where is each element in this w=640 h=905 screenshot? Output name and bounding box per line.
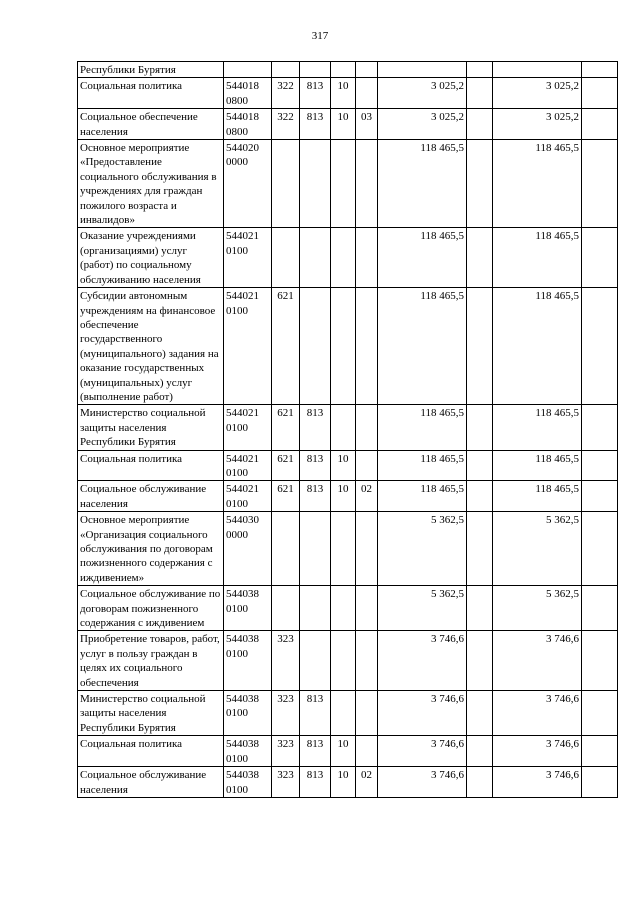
cell-amount-1: 3 025,2	[378, 109, 467, 140]
table-row	[78, 288, 618, 405]
cell-expense-type: 322	[272, 78, 300, 109]
cell-amount-empty-1	[467, 78, 493, 109]
cell-amount-empty-1	[467, 140, 493, 228]
cell-name: Министерство социальной защиты населения Республики Бурятия	[78, 405, 224, 450]
cell-section	[331, 62, 356, 78]
cell-name: Субсидии автономным учреждениям на финансовое обеспечение государственного (муниципального) задания на оказание государственных (муниципальных) услуг (выполнение работ)	[78, 288, 224, 405]
cell-amount-empty-1	[467, 512, 493, 586]
table-row	[78, 109, 618, 140]
cell-target-code: 544038 0100	[224, 631, 272, 691]
cell-amount-1: 5 362,5	[378, 512, 467, 586]
cell-subsection	[356, 691, 378, 736]
cell-target-code: 544038 0100	[224, 736, 272, 767]
table-row	[78, 586, 618, 631]
cell-section	[331, 631, 356, 691]
cell-amount-empty-1	[467, 109, 493, 140]
cell-administrator: 813	[300, 78, 331, 109]
cell-amount-2: 118 465,5	[493, 405, 582, 450]
cell-section	[331, 140, 356, 228]
cell-section: 10	[331, 767, 356, 798]
cell-expense-type: 323	[272, 691, 300, 736]
cell-target-code: 544018 0800	[224, 109, 272, 140]
cell-target-code: 544021 0100	[224, 481, 272, 512]
cell-section: 10	[331, 78, 356, 109]
cell-subsection	[356, 736, 378, 767]
cell-amount-empty-2	[582, 228, 618, 288]
cell-expense-type: 621	[272, 405, 300, 450]
cell-target-code: 544038 0100	[224, 586, 272, 631]
cell-amount-empty-1	[467, 767, 493, 798]
cell-name: Социальная политика	[78, 78, 224, 109]
cell-target-code: 544018 0800	[224, 78, 272, 109]
cell-administrator	[300, 631, 331, 691]
table-row	[78, 140, 618, 228]
cell-amount-2: 3 746,6	[493, 767, 582, 798]
cell-amount-empty-1	[467, 450, 493, 481]
table-row	[78, 228, 618, 288]
cell-amount-empty-1	[467, 62, 493, 78]
cell-name: Республики Бурятия	[78, 62, 224, 78]
cell-subsection	[356, 62, 378, 78]
cell-amount-empty-2	[582, 140, 618, 228]
cell-administrator: 813	[300, 767, 331, 798]
cell-amount-2: 118 465,5	[493, 481, 582, 512]
cell-expense-type	[272, 140, 300, 228]
table-row	[78, 78, 618, 109]
cell-amount-empty-1	[467, 691, 493, 736]
cell-name: Социальное обслуживание по договорам пожизненного содержания с иждивением	[78, 586, 224, 631]
page-number: 317	[311, 30, 329, 42]
cell-amount-1: 118 465,5	[378, 405, 467, 450]
cell-amount-empty-2	[582, 736, 618, 767]
cell-amount-1: 3 746,6	[378, 736, 467, 767]
table-row	[78, 450, 618, 481]
cell-expense-type: 323	[272, 631, 300, 691]
cell-amount-empty-2	[582, 288, 618, 405]
cell-expense-type	[272, 62, 300, 78]
cell-expense-type: 323	[272, 767, 300, 798]
cell-subsection	[356, 78, 378, 109]
cell-amount-empty-2	[582, 450, 618, 481]
table-row	[78, 405, 618, 450]
cell-section	[331, 586, 356, 631]
cell-administrator: 813	[300, 481, 331, 512]
cell-subsection	[356, 228, 378, 288]
cell-amount-empty-2	[582, 481, 618, 512]
cell-section: 10	[331, 481, 356, 512]
cell-section	[331, 288, 356, 405]
cell-amount-empty-1	[467, 736, 493, 767]
cell-section: 10	[331, 109, 356, 140]
cell-amount-2: 118 465,5	[493, 288, 582, 405]
cell-subsection	[356, 140, 378, 228]
cell-amount-empty-2	[582, 512, 618, 586]
cell-administrator: 813	[300, 450, 331, 481]
cell-target-code: 544038 0100	[224, 691, 272, 736]
cell-amount-empty-1	[467, 586, 493, 631]
cell-name: Основное мероприятие «Предоставление социального обслуживания в учреждениях для граждан пожилого возраста и инвалидов»	[78, 140, 224, 228]
cell-name: Социальное обслуживание населения	[78, 481, 224, 512]
cell-subsection	[356, 405, 378, 450]
table-row	[78, 736, 618, 767]
cell-expense-type	[272, 586, 300, 631]
cell-amount-1: 118 465,5	[378, 450, 467, 481]
cell-expense-type: 621	[272, 450, 300, 481]
cell-name: Социальная политика	[78, 736, 224, 767]
cell-subsection	[356, 288, 378, 405]
cell-target-code: 544021 0100	[224, 405, 272, 450]
cell-target-code: 544021 0100	[224, 228, 272, 288]
cell-amount-empty-2	[582, 405, 618, 450]
cell-subsection	[356, 450, 378, 481]
cell-expense-type: 323	[272, 736, 300, 767]
cell-section: 10	[331, 450, 356, 481]
cell-name: Оказание учреждениями (организациями) услуг (работ) по социальному обслуживанию населения	[78, 228, 224, 288]
cell-administrator	[300, 62, 331, 78]
cell-administrator	[300, 140, 331, 228]
cell-amount-empty-2	[582, 691, 618, 736]
cell-name: Приобретение товаров, работ, услуг в пользу граждан в целях их социального обеспечения	[78, 631, 224, 691]
cell-amount-empty-2	[582, 767, 618, 798]
cell-amount-1	[378, 62, 467, 78]
cell-section	[331, 512, 356, 586]
cell-amount-empty-1	[467, 631, 493, 691]
cell-section	[331, 405, 356, 450]
cell-administrator	[300, 288, 331, 405]
cell-name: Основное мероприятие «Организация социального обслуживания по договорам пожизненного содержания с иждивением»	[78, 512, 224, 586]
cell-amount-empty-1	[467, 228, 493, 288]
cell-administrator	[300, 512, 331, 586]
cell-amount-empty-2	[582, 631, 618, 691]
cell-administrator: 813	[300, 405, 331, 450]
cell-name: Социальное обслуживание населения	[78, 767, 224, 798]
cell-amount-1: 118 465,5	[378, 140, 467, 228]
cell-amount-1: 118 465,5	[378, 228, 467, 288]
cell-amount-1: 118 465,5	[378, 481, 467, 512]
cell-target-code	[224, 62, 272, 78]
cell-amount-2: 3 746,6	[493, 691, 582, 736]
cell-amount-2: 118 465,5	[493, 450, 582, 481]
cell-amount-empty-1	[467, 481, 493, 512]
cell-amount-1: 3 746,6	[378, 767, 467, 798]
cell-administrator: 813	[300, 691, 331, 736]
cell-subsection	[356, 586, 378, 631]
cell-amount-1: 3 746,6	[378, 631, 467, 691]
cell-administrator: 813	[300, 109, 331, 140]
cell-amount-1: 3 746,6	[378, 691, 467, 736]
cell-expense-type: 621	[272, 481, 300, 512]
cell-section	[331, 691, 356, 736]
cell-amount-2: 3 746,6	[493, 736, 582, 767]
cell-amount-2: 3 025,2	[493, 109, 582, 140]
cell-subsection	[356, 512, 378, 586]
table-row	[78, 512, 618, 586]
cell-amount-2	[493, 62, 582, 78]
budget-table	[77, 61, 618, 798]
cell-administrator	[300, 228, 331, 288]
cell-subsection: 02	[356, 481, 378, 512]
cell-amount-empty-2	[582, 78, 618, 109]
cell-administrator: 813	[300, 736, 331, 767]
cell-amount-2: 3 025,2	[493, 78, 582, 109]
cell-amount-2: 118 465,5	[493, 140, 582, 228]
cell-amount-empty-1	[467, 405, 493, 450]
cell-amount-2: 5 362,5	[493, 586, 582, 631]
cell-amount-empty-2	[582, 586, 618, 631]
cell-section: 10	[331, 736, 356, 767]
cell-amount-2: 118 465,5	[493, 228, 582, 288]
cell-amount-empty-1	[467, 288, 493, 405]
cell-target-code: 544030 0000	[224, 512, 272, 586]
cell-expense-type: 322	[272, 109, 300, 140]
cell-subsection	[356, 631, 378, 691]
cell-amount-empty-2	[582, 109, 618, 140]
cell-expense-type: 621	[272, 288, 300, 405]
cell-name: Социальная политика	[78, 450, 224, 481]
cell-expense-type	[272, 228, 300, 288]
table-row	[78, 691, 618, 736]
cell-subsection: 03	[356, 109, 378, 140]
cell-name: Министерство социальной защиты населения Республики Бурятия	[78, 691, 224, 736]
table-row	[78, 631, 618, 691]
cell-section	[331, 228, 356, 288]
table-row	[78, 481, 618, 512]
cell-subsection: 02	[356, 767, 378, 798]
cell-target-code: 544038 0100	[224, 767, 272, 798]
cell-target-code: 544020 0000	[224, 140, 272, 228]
cell-expense-type	[272, 512, 300, 586]
cell-amount-1: 118 465,5	[378, 288, 467, 405]
cell-name: Социальное обеспечение населения	[78, 109, 224, 140]
cell-administrator	[300, 586, 331, 631]
table-row	[78, 767, 618, 798]
cell-amount-1: 3 025,2	[378, 78, 467, 109]
cell-amount-1: 5 362,5	[378, 586, 467, 631]
cell-target-code: 544021 0100	[224, 288, 272, 405]
cell-amount-2: 5 362,5	[493, 512, 582, 586]
cell-target-code: 544021 0100	[224, 450, 272, 481]
cell-amount-2: 3 746,6	[493, 631, 582, 691]
table-row	[78, 62, 618, 78]
cell-amount-empty-2	[582, 62, 618, 78]
